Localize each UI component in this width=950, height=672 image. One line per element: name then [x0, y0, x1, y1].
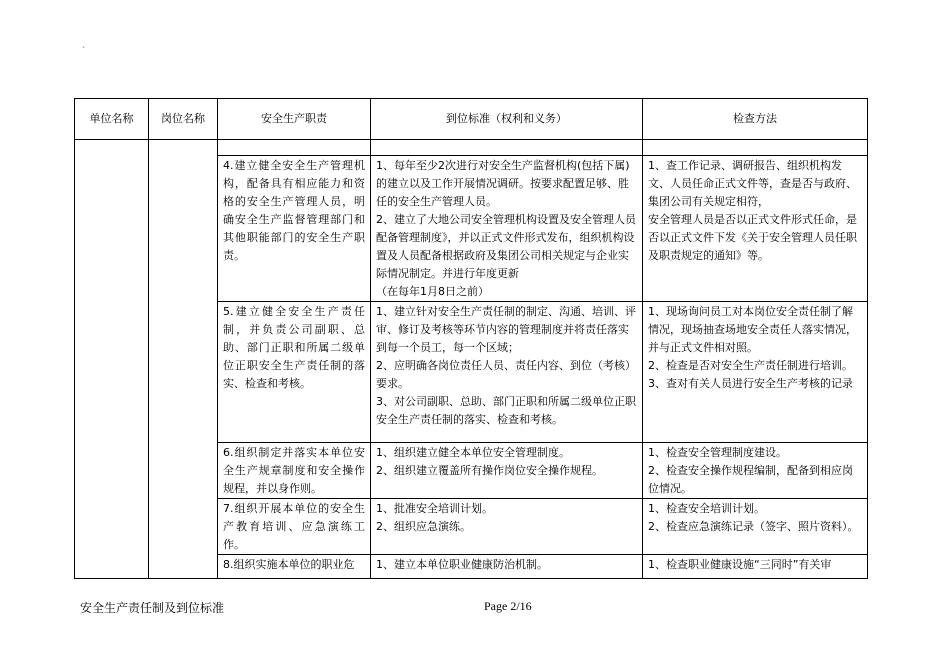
- duty-cell: [218, 555, 371, 579]
- page-mark: `: [82, 46, 86, 55]
- post-name-cell: [149, 140, 218, 579]
- standard-cell: [371, 156, 643, 302]
- duty-cell: [218, 156, 371, 302]
- spacer-row: [75, 140, 868, 156]
- standard-cell: [371, 302, 643, 443]
- header-post-name: 岗位名称: [149, 99, 218, 140]
- method-cell: [643, 302, 868, 443]
- responsibility-table: [74, 98, 868, 579]
- standard-cell: [371, 555, 643, 579]
- standard-cell: [371, 443, 643, 499]
- duty-cell: [218, 302, 371, 443]
- duty-text: 8.组织实施本单位的职业危: [223, 558, 355, 571]
- standard-text: 1、建立针对安全生产责任制的制定、沟通、培训、评审、修订及考核等环节内容的管理制度并将责任落实到每一个员工，每一个区域； 2、应明确各岗位责任人员、责任内容、到位（考核）要求。 3、对公司副职、总助、部门正职和所属二级单位正职安全生产责任制的落实、检查和考核。: [376, 305, 636, 426]
- method-text: 1、检查安全管理制度建设。 2、检查安全操作规程编制，配备到相应岗位情况。: [648, 446, 853, 495]
- method-text: 1、检查安全培训计划。 2、检查应急演练记录（签字、照片资料）。: [648, 502, 859, 533]
- header-standard: 到位标准（权利和义务）: [371, 99, 643, 140]
- footer-page-number: Page 2/16: [484, 599, 532, 613]
- method-cell: [643, 555, 868, 579]
- unit-name-cell: [75, 140, 149, 579]
- duty-text: 5.建立健全安全生产责任制，并负责公司副职、总助、部门正职和所属二级单位正职安全生产责任制的落实、检查和考核。: [223, 305, 365, 390]
- method-cell: [643, 443, 868, 499]
- standard-text: 1、建立本单位职业健康防治机制。: [376, 558, 548, 571]
- duty-text: 6.组织制定并落实本单位安全生产规章制度和安全操作规程，并以身作则。: [223, 446, 365, 495]
- method-text: 1、现场询问员工对本岗位安全责任制了解情况，现场抽查场地安全责任人落实情况，并与正式文件相对照。 2、检查是否对安全生产责任制进行培训。 3、查对有关人员进行安全生产考核的记录: [648, 305, 857, 390]
- method-text: 1、查工作记录、调研报告、组织机构发文、人员任命正式文件等，查是否与政府、集团公司有关规定相符， 安全管理人员是否以正式文件形式任命，是否以正式文件下发《关于安全管理人员任职及职责规定的通知》等。: [648, 159, 857, 262]
- header-unit-name: 单位名称: [75, 99, 149, 140]
- standard-text: 1、批准安全培训计划。 2、组织应急演练。: [376, 502, 493, 533]
- header-safety-duty: 安全生产职责: [218, 99, 371, 140]
- footer-document-title: 安全生产责任制及到位标准: [80, 601, 225, 615]
- method-cell: [643, 156, 868, 302]
- spacer-cell: [218, 140, 371, 156]
- standard-cell: [371, 499, 643, 555]
- header-check-method: 检查方法: [643, 99, 868, 140]
- duty-text: 4.建立健全安全生产管理机构，配备具有相应能力和资格的安全生产管理人员，明确安全生产监督管理部门和其他职能部门的安全生产职责。: [223, 159, 365, 262]
- spacer-cell: [643, 140, 868, 156]
- duty-text: 7.组织开展本单位的安全生产教育培训、应急演练工作。: [223, 502, 365, 551]
- standard-text: 1、组织建立健全本单位安全管理制度。 2、组织建立覆盖所有操作岗位安全操作规程。: [376, 446, 603, 477]
- method-cell: [643, 499, 868, 555]
- table-header-row: [75, 99, 868, 140]
- duty-cell: [218, 443, 371, 499]
- method-text: 1、检查职业健康设施“三同时”有关审: [648, 558, 832, 571]
- standard-text: 1、每年至少2次进行对安全生产监督机构(包括下属)的建立以及工作开展情况调研。按要求配置足够、胜任的安全生产管理人员。 2、建立了大地公司安全管理机构设置及安全管理人员配备管理制度》，并以正式文件形式发布，组织机构设置及人员配备根据政府及集团公司相关规定与企业实际情况制定。并进行年度更新 （在每年1月8日之前）: [376, 159, 636, 298]
- duty-cell: [218, 499, 371, 555]
- spacer-cell: [371, 140, 643, 156]
